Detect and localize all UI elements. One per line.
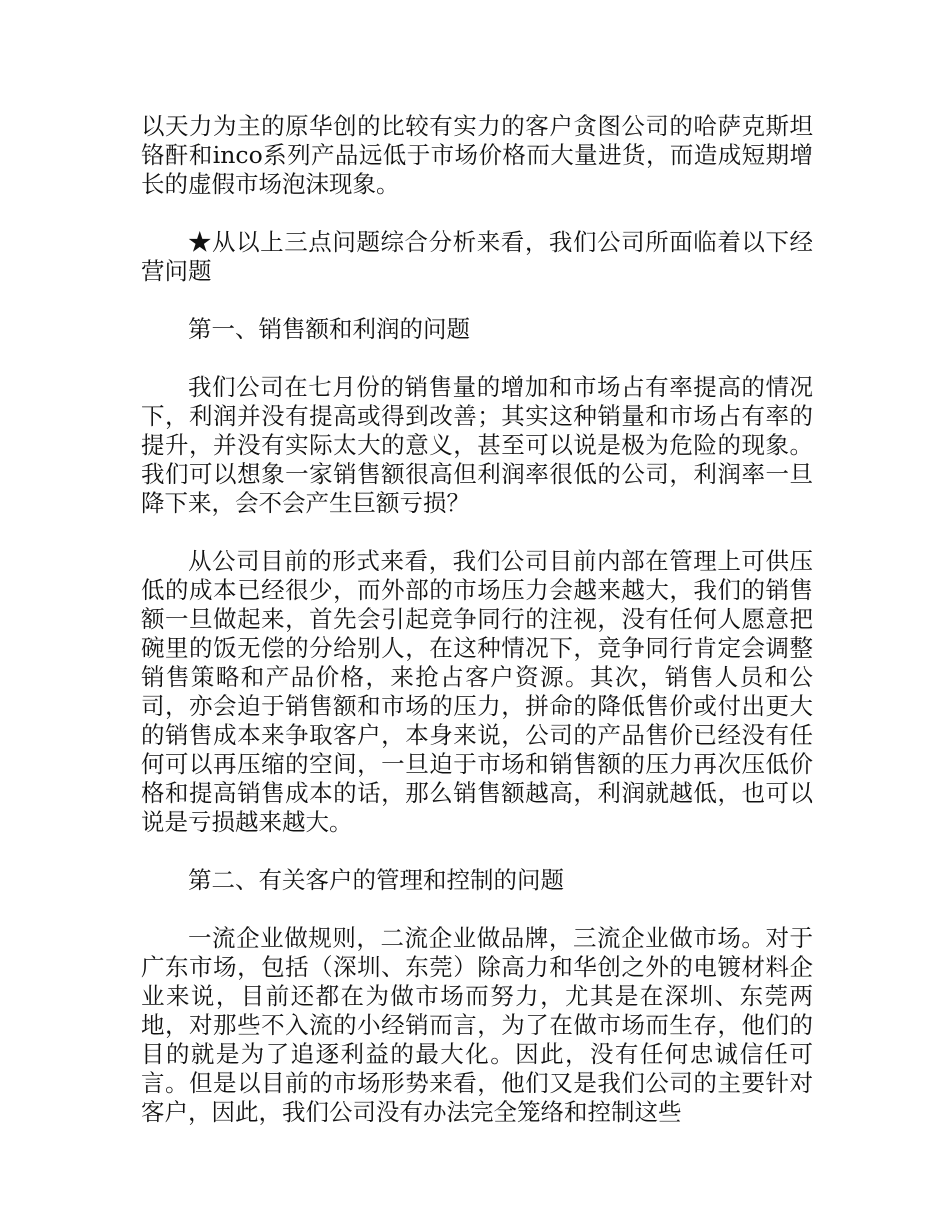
paragraph-customer-management: 一流企业做规则，二流企业做品牌，三流企业做市场。对于广东市场，包括（深圳、东莞）除高力和华创之外的电镀材料企业来说，目前还都在为做市场而努力，尤其是在深圳、东莞两地，对那些不入流的小经销而言，为了在做市场而生存，他们的目的就是为了追逐利益的最大化。因此，没有任何忠诚信任可言。但是以目前的市场形势来看，他们又是我们公司的主要针对客户，因此，我们公司没有办法完全笼络和控制这些 bbox=[141, 924, 813, 1126]
paragraph-continuation: 以天力为主的原华创的比较有实力的客户贪图公司的哈萨克斯坦铬酐和inco系列产品远低于市场价格而大量进货，而造成短期增长的虚假市场泡沫现象。 bbox=[141, 112, 813, 198]
document-body bbox=[141, 112, 813, 1156]
paragraph-company-situation: 从公司目前的形式来看，我们公司目前内部在管理上可供压低的成本已经很少，而外部的市场压力会越来越大，我们的销售额一旦做起来，首先会引起竞争同行的注视，没有任何人愿意把碗里的饭无偿的分给别人，在这种情况下，竞争同行肯定会调整销售策略和产品价格，来抢占客户资源。其次，销售人员和公司，亦会迫于销售额和市场的压力，拼命的降低售价或付出更大的销售成本来争取客户，本身来说，公司的产品售价已经没有任何可以再压缩的空间，一旦迫于市场和销售额的压力再次压低价格和提高销售成本的话，那么销售额越高，利润就越低，也可以说是亏损越来越大。 bbox=[141, 547, 813, 836]
paragraph-sales-profit: 我们公司在七月份的销售量的增加和市场占有率提高的情况下，利润并没有提高或得到改善；其实这种销量和市场占有率的提升，并没有实际太大的意义，甚至可以说是极为危险的现象。我们可以想象一家销售额很高但利润率很低的公司，利润率一旦降下来，会不会产生巨额亏损？ bbox=[141, 373, 813, 517]
section-heading-2: 第二、有关客户的管理和控制的问题 bbox=[188, 866, 564, 894]
paragraph-summary: ★从以上三点问题综合分析来看，我们公司所面临着以下经营问题 bbox=[141, 228, 813, 285]
section-heading-1: 第一、销售额和利润的问题 bbox=[188, 315, 470, 343]
